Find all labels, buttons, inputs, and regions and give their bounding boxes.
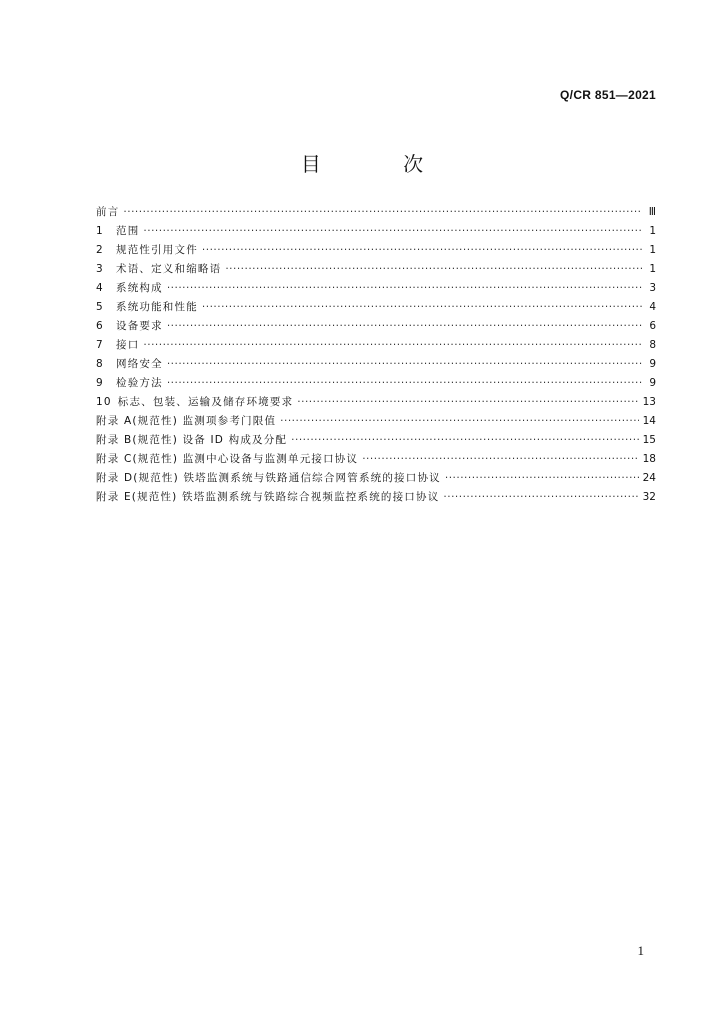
toc-entry-page: 6 [649,320,656,332]
toc-entry-label: 系统功能和性能 [116,301,198,313]
toc-entry-number: 5 [96,301,104,313]
toc-entry-label: 前言 [96,206,120,218]
toc-leader-dots [167,358,642,370]
toc-entry-page: Ⅲ [648,206,656,218]
toc-entry[interactable] [96,223,656,242]
toc-entry[interactable] [96,280,656,299]
toc-leader-dots [143,225,642,237]
toc-entry-label: 检验方法 [116,377,163,389]
toc-entry-label: 附录 C(规范性) 监测中心设备与监测单元接口协议 [96,453,359,465]
toc-leader-dots [291,434,638,446]
toc-entry[interactable] [96,318,656,337]
toc-entry-number: 10 [96,396,112,408]
toc-entry-page: 15 [642,434,656,446]
toc-entry[interactable] [96,413,656,432]
toc-entry[interactable] [96,356,656,375]
toc-leader-dots [445,472,639,484]
toc-leader-dots [362,453,638,465]
toc-leader-dots [202,301,642,313]
toc-entry-label: 附录 E(规范性) 铁塔监测系统与铁路综合视频监控系统的接口协议 [96,491,440,503]
toc-entry[interactable] [96,375,656,394]
toc-entry-label: 规范性引用文件 [116,244,198,256]
toc-entry-page: 4 [649,301,656,313]
toc-leader-dots [280,415,638,427]
toc-leader-dots [167,320,642,332]
toc-leader-dots [225,263,642,275]
toc-entry-number: 8 [96,358,104,370]
toc-entry[interactable] [96,204,656,223]
page-title: 目 次 [300,152,462,176]
toc-entry[interactable] [96,299,656,318]
toc-entry-label: 系统构成 [116,282,163,294]
table-of-contents [96,204,656,508]
toc-leader-dots [443,491,638,503]
toc-entry[interactable] [96,261,656,280]
toc-entry[interactable] [96,451,656,470]
toc-entry[interactable] [96,394,656,413]
toc-entry-page: 1 [649,263,656,275]
toc-entry-number: 4 [96,282,104,294]
toc-entry-page: 1 [649,244,656,256]
toc-entry-label: 范围 [116,225,140,237]
toc-entry[interactable] [96,242,656,261]
page-number: 1 [637,943,644,958]
toc-entry-label: 网络安全 [116,358,163,370]
toc-entry-number: 6 [96,320,104,332]
toc-entry-number: 2 [96,244,104,256]
toc-entry-page: 9 [649,358,656,370]
toc-entry-label: 接口 [116,339,140,351]
toc-entry-page: 8 [649,339,656,351]
toc-entry[interactable] [96,432,656,451]
toc-entry[interactable] [96,337,656,356]
toc-entry-page: 9 [649,377,656,389]
toc-entry-label: 标志、包装、运输及储存环境要求 [117,396,294,408]
toc-entry-label: 术语、定义和缩略语 [116,263,222,275]
toc-entry-page: 13 [642,396,656,408]
toc-entry-label: 附录 A(规范性) 监测项参考门限值 [96,415,277,427]
toc-entry-number: 1 [96,225,104,237]
toc-leader-dots [167,282,642,294]
toc-leader-dots [167,377,642,389]
toc-entry[interactable] [96,470,656,489]
standard-code: Q/CR 851—2021 [560,88,656,102]
toc-entry-page: 32 [642,491,656,503]
toc-entry-number: 9 [96,377,104,389]
toc-entry-page: 3 [649,282,656,294]
toc-entry-number: 7 [96,339,104,351]
toc-entry-page: 14 [642,415,656,427]
toc-leader-dots [202,244,642,256]
toc-entry-page: 18 [642,453,656,465]
toc-leader-dots [143,339,642,351]
toc-entry[interactable] [96,489,656,508]
toc-leader-dots [297,396,638,408]
toc-entry-label: 设备要求 [116,320,163,332]
toc-entry-label: 附录 D(规范性) 铁塔监测系统与铁路通信综合网管系统的接口协议 [96,472,441,484]
toc-entry-label: 附录 B(规范性) 设备 ID 构成及分配 [96,434,288,446]
toc-leader-dots [123,206,642,218]
toc-entry-number: 3 [96,263,104,275]
toc-entry-page: 24 [642,472,656,484]
toc-entry-page: 1 [649,225,656,237]
